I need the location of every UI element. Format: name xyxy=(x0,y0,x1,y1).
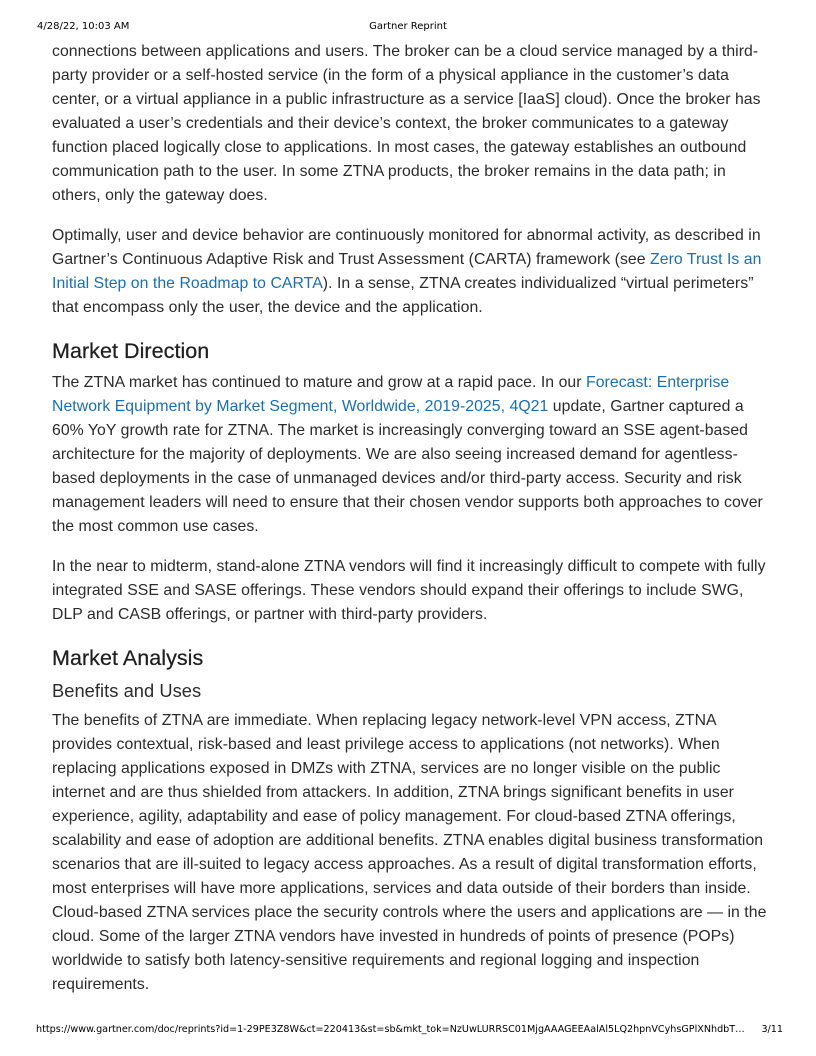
print-url: https://www.gartner.com/doc/reprints?id=1-29PE3Z8W&ct=220413&st=sb&mkt_tok=NzUwLURRSC01MjgAAAGEEAalAl5LQ2hpnVCyhsGPlXNhdbT… xyxy=(36,1024,745,1035)
paragraph-carta-text-1: Optimally, user and device behavior are continuously monitored for abnormal activity, as described in Gartner’s Continuous Adaptive Risk and Trust Assessment (CARTA) framework (see xyxy=(52,227,761,268)
link-zero-trust-carta[interactable]: Zero Trust Is an Initial Step on the Roadmap to CARTA xyxy=(52,251,762,292)
link-forecast-enterprise-network[interactable]: Forecast: Enterprise Network Equipment by Market Segment, Worldwide, 2019-2025, 4Q21 xyxy=(52,374,730,415)
heading-benefits-and-uses: Benefits and Uses xyxy=(52,680,202,701)
heading-market-analysis: Market Analysis xyxy=(52,646,204,670)
paragraph-carta-text-2: ). In a sense, ZTNA creates individualized “virtual perimeters” that encompass only the user, the device and the application. xyxy=(52,275,754,316)
print-title: Gartner Reprint xyxy=(369,21,447,32)
page-number: 3/11 xyxy=(761,1024,783,1035)
article-body xyxy=(52,40,772,1013)
paragraph-standalone-vendors: In the near to midterm, stand-alone ZTNA vendors will find it increasingly difficult to compete with fully integrated SSE and SASE offerings. These vendors should expand their offerings to include SWG, DLP and CASB offerings, or partner with third-party providers. xyxy=(52,558,766,623)
print-datetime: 4/28/22, 10:03 AM xyxy=(37,21,130,32)
paragraph-market-growth-text-2: update, Gartner captured a 60% YoY growth rate for ZTNA. The market is increasingly converging toward an SSE agent-based architecture for the majority of deployments. We are also seeing increased demand for agentless-based deployments in the case of unmanaged devices and/or third-party access. Security and risk management leaders will need to ensure that their chosen vendor supports both approaches to cover the most common use cases. xyxy=(52,398,763,535)
paragraph-carta xyxy=(52,224,772,320)
print-header xyxy=(0,0,816,40)
paragraph-market-growth-text-1: The ZTNA market has continued to mature and grow at a rapid pace. In our xyxy=(52,374,587,391)
paragraph-benefits: The benefits of ZTNA are immediate. When replacing legacy network-level VPN access, ZTNA provides contextual, risk-based and least privilege access to applications (not networks). When replacing applications exposed in DMZs with ZTNA, services are no longer visible on the public internet and are thus shielded from attackers. In addition, ZTNA brings significant benefits in user experience, agility, adaptability and ease of policy management. For cloud-based ZTNA offerings, scalability and ease of adoption are additional benefits. ZTNA enables digital business transformation scenarios that are ill-suited to legacy access approaches. As a result of digital transformation efforts, most enterprises will have more applications, services and data outside of their borders than inside. Cloud-based ZTNA services place the security controls where the users and applications are — in the cloud. Some of the larger ZTNA vendors have invested in hundreds of points of presence (POPs) worldwide to satisfy both latency-sensitive requirements and regional logging and inspection requirements. xyxy=(52,712,767,993)
paragraph-market-growth xyxy=(52,371,772,539)
paragraph-broker: connections between applications and users. The broker can be a cloud service managed by a third-party provider or a self-hosted service (in the form of a physical appliance in the customer’s data center, or a virtual appliance in a public infrastructure as a service [IaaS] cloud). Once the broker has evaluated a user’s credentials and their device’s context, the broker communicates to a gateway function placed logically close to applications. In most cases, the gateway establishes an outbound communication path to the user. In some ZTNA products, the broker remains in the data path; in others, only the gateway does. xyxy=(52,43,761,204)
heading-market-direction: Market Direction xyxy=(52,339,210,363)
print-footer xyxy=(0,1024,816,1044)
